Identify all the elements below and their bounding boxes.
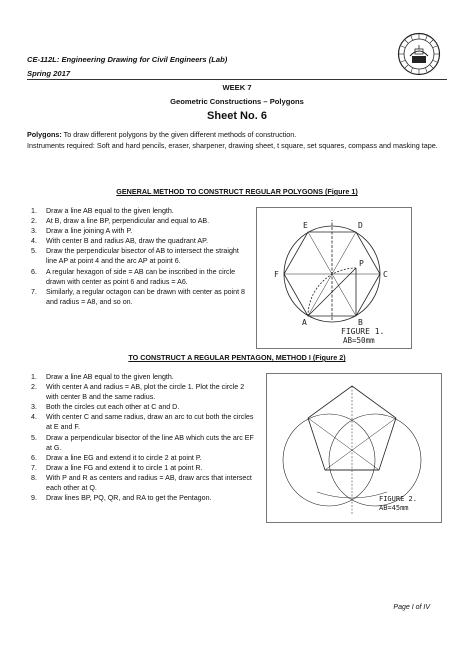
fig1-point-label: E [303, 221, 308, 230]
list-item: 7. Similarly, a regular octagon can be drawn with center as point 8 and radius = A8, and so on. [31, 287, 245, 306]
list-item: 2. With center A and radius = AB, plot the circle 1. Plot the circle 2 with center B and the same radius. [31, 383, 245, 402]
figure-caption: FIGURE 1. [341, 327, 385, 336]
section1-steps [31, 206, 251, 307]
list-item: 3. Both the circles cut each other at C and D. [31, 403, 180, 412]
topic-title: Geometric Constructions – Polygons [170, 97, 304, 106]
week-label: WEEK 7 [222, 83, 252, 92]
list-item: 5. Draw a perpendicular bisector of the line AB which cuts the arc EF at G. [31, 433, 254, 452]
list-item: 3. Draw a line joining A with P. [31, 227, 133, 236]
list-item: 1. Draw a line AB equal to the given length. [31, 373, 174, 381]
term-label: Spring 2017 [27, 69, 71, 78]
hexagon-construction-drawing [257, 208, 411, 348]
instruments-paragraph: Instruments required: Soft and hard pencils, eraser, sharpener, drawing sheet, t square, set squares, compass and masking tape. [27, 141, 438, 150]
section2-steps [31, 372, 255, 503]
list-item: 2. At B, draw a line BP, perpendicular and equal to AB. [31, 217, 210, 226]
figure-2 [266, 373, 442, 523]
section1-title: GENERAL METHOD TO CONSTRUCT REGULAR POLYGONS (Figure 1) [116, 187, 358, 196]
list-item: 4. With center C and same radius, draw an arc to cut both the circles at E and F. [31, 413, 254, 432]
page-number: Page I of IV [393, 604, 430, 611]
fig1-point-label: F [274, 270, 279, 279]
list-item: 6. A regular hexagon of side = AB can be inscribed in the circle drawn with center as point 6 and radius = A6. [31, 267, 236, 286]
polygons-paragraph [27, 130, 449, 141]
list-item: 9. Draw lines BP, PQ, QR, and RA to get the Pentagon. [31, 494, 212, 503]
fig1-point-label: D [358, 221, 363, 230]
list-item: 7. Draw a line FG and extend it to circle 1 at point R. [31, 463, 203, 472]
list-item: 5. Draw the perpendicular bisector of AB to intersect the straight line AP at point 4 and the arc AP at point 6. [31, 247, 239, 266]
polygons-label: Polygons: [27, 130, 62, 139]
university-seal-icon [397, 32, 441, 76]
list-item: 8. With P and R as centers and radius = AB, draw arcs that intersect each other at Q. [31, 473, 252, 493]
header-divider [27, 79, 447, 80]
figure-caption: FIGURE 2. [379, 495, 417, 503]
list-item: 6. Draw a line EG and extend it to circle 2 at point P. [31, 453, 202, 462]
figure-dimension: AB=50mm [343, 336, 375, 345]
sheet-number: Sheet No. 6 [207, 110, 267, 122]
polygons-text: To draw different polygons by the given different methods of construction. [63, 130, 297, 139]
fig1-point-label: B [358, 318, 363, 327]
fig1-point-label: C [383, 270, 388, 279]
figure-dimension: AB=45mm [379, 504, 409, 512]
fig1-point-label: P [359, 259, 364, 268]
list-item: 4. With center B and radius AB, draw the quadrant AP. [31, 237, 208, 246]
figure-1 [256, 207, 412, 349]
section2-title: TO CONSTRUCT A REGULAR PENTAGON, METHOD I (Figure 2) [128, 353, 346, 362]
pentagon-construction-drawing [267, 374, 441, 522]
course-title: CE-112L: Engineering Drawing for Civil Engineers (Lab) [27, 55, 228, 64]
fig1-point-label: A [302, 318, 307, 327]
list-item: 1. Draw a line AB equal to the given length. [31, 207, 174, 215]
